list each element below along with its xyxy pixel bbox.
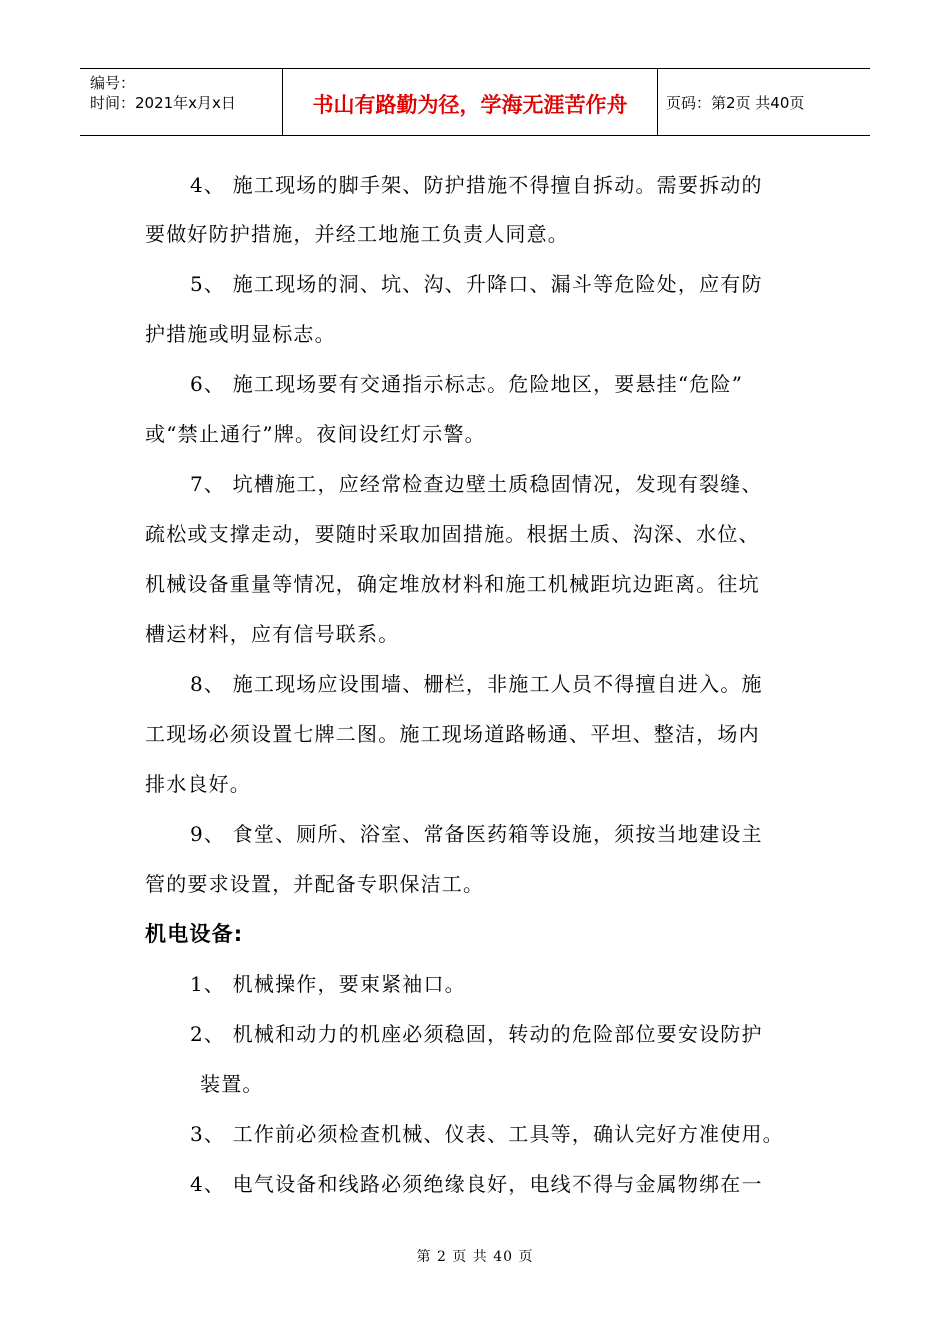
body-line: 要做好防护措施，并经工地施工负责人同意。 <box>145 222 569 246</box>
body-line: 2、 机械和动力的机座必须稳固，转动的危险部位要安设防护 <box>190 1022 763 1046</box>
page-header <box>80 68 870 136</box>
body-line: 排水良好。 <box>145 772 251 796</box>
body-line: 装置。 <box>200 1072 264 1096</box>
body-line: 机械设备重量等情况，确定堆放材料和施工机械距坑边距离。往坑 <box>145 572 760 596</box>
body-line: 9、 食堂、厕所、浴室、常备医药箱等设施，须按当地建设主 <box>190 822 763 846</box>
header-page-info: 页码：第2页 共40页 <box>666 93 805 112</box>
page-footer: 第 2 页 共 40 页 <box>416 1249 534 1265</box>
body-line: 8、 施工现场应设围墙、栅栏，非施工人员不得擅自进入。施 <box>190 672 763 696</box>
body-line: 工现场必须设置七牌二图。施工现场道路畅通、平坦、整洁，场内 <box>145 722 760 746</box>
body-line: 疏松或支撑走动，要随时采取加固措施。根据土质、沟深、水位、 <box>145 522 760 546</box>
body-line: 护措施或明显标志。 <box>145 322 336 346</box>
body-line: 管的要求设置，并配备专职保洁工。 <box>145 872 485 896</box>
header-meta <box>80 69 283 135</box>
body-line: 5、 施工现场的洞、坑、沟、升降口、漏斗等危险处，应有防 <box>190 272 763 296</box>
body-line: 或“禁止通行”牌。夜间设红灯示警。 <box>145 422 486 446</box>
header-motto: 书山有路勤为径，学海无涯苦作舟 <box>283 69 658 135</box>
body-line: 4、 电气设备和线路必须绝缘良好，电线不得与金属物绑在一 <box>190 1172 763 1196</box>
document-number-label: 编号： <box>90 74 136 92</box>
document-date: 时间：2021年x月x日 <box>90 94 236 112</box>
section-heading: 机电设备: <box>145 922 244 946</box>
body-line: 槽运材料，应有信号联系。 <box>145 622 400 646</box>
body-line: 3、 工作前必须检查机械、仪表、工具等，确认完好方准使用。 <box>190 1122 784 1146</box>
body-line: 1、 机械操作，要束紧袖口。 <box>190 972 466 996</box>
body-line: 4、 施工现场的脚手架、防护措施不得擅自拆动。需要拆动的 <box>190 173 763 197</box>
body-line: 7、 坑槽施工，应经常检查边壁土质稳固情况，发现有裂缝、 <box>190 472 763 496</box>
body-line: 6、 施工现场要有交通指示标志。危险地区，要悬挂“危险” <box>190 372 744 396</box>
